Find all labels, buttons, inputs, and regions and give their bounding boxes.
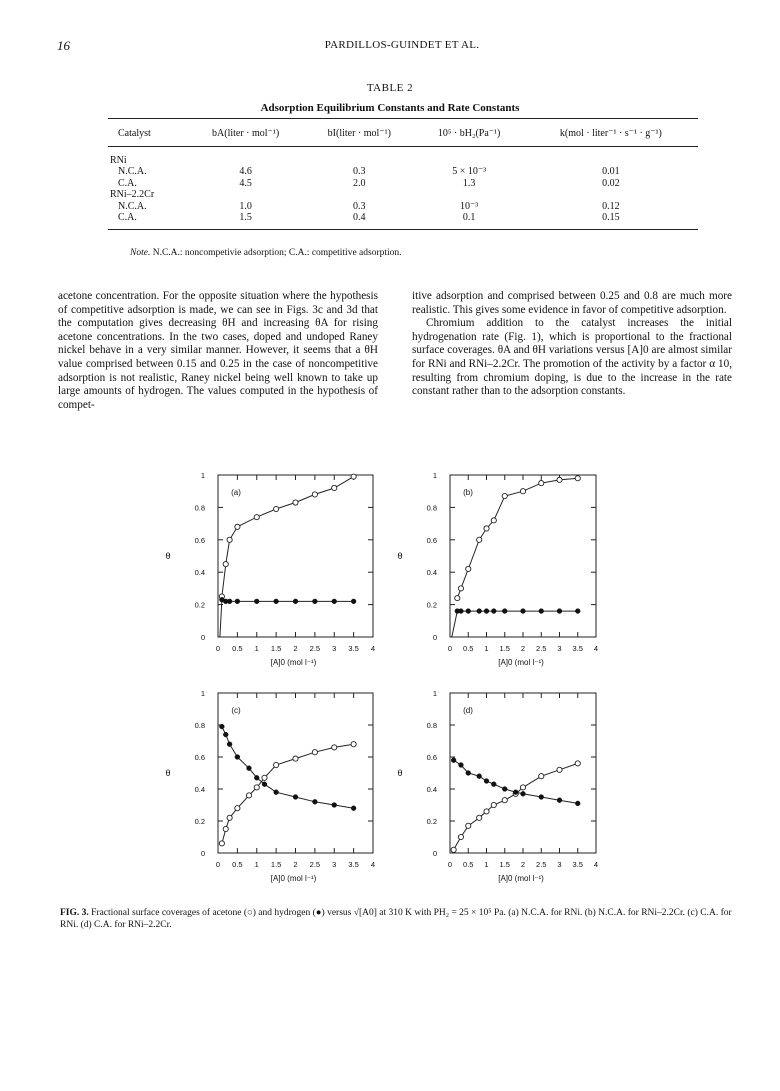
table-cell: 1.0	[239, 200, 252, 212]
data-point-acetone	[332, 485, 337, 490]
table-header-cell: k(mol · liter⁻¹ · s⁻¹ · g⁻¹)	[524, 119, 698, 147]
series-line	[454, 763, 578, 849]
x-tick-label: 3.5	[572, 644, 583, 653]
y-axis-label: θ	[165, 551, 171, 561]
panel-label: (a)	[231, 488, 241, 497]
data-point-hydrogen	[502, 787, 507, 792]
x-tick-label: 4	[370, 860, 376, 869]
series-line	[452, 611, 578, 637]
data-point-acetone	[458, 834, 463, 839]
data-point-hydrogen	[557, 609, 562, 614]
data-point-acetone	[235, 524, 240, 529]
data-point-hydrogen	[575, 801, 580, 806]
y-tick-label: 0.2	[194, 600, 205, 610]
data-point-hydrogen	[477, 609, 482, 614]
data-point-acetone	[477, 537, 482, 542]
data-point-acetone	[477, 815, 482, 820]
data-point-hydrogen	[332, 599, 337, 604]
data-point-acetone	[455, 596, 460, 601]
data-point-acetone	[223, 562, 228, 567]
y-tick-label: 1	[432, 689, 437, 698]
data-point-hydrogen	[451, 758, 456, 763]
data-point-acetone	[466, 566, 471, 571]
data-point-hydrogen	[466, 771, 471, 776]
y-tick-label: 0	[432, 633, 437, 642]
data-point-acetone	[219, 841, 224, 846]
table-cell: RNi–2.2Cr	[110, 189, 155, 201]
table-cell: C.A.	[108, 212, 187, 230]
y-tick-label: 0	[432, 849, 437, 858]
data-point-hydrogen	[293, 795, 298, 800]
y-tick-label: 0.8	[426, 503, 437, 513]
figure-caption-label: FIG. 3.	[60, 908, 89, 918]
data-point-acetone	[223, 826, 228, 831]
x-tick-label: 2.5	[536, 860, 547, 869]
x-axis-label: [A]0 (mol l⁻¹)	[498, 658, 544, 667]
plot-frame	[218, 475, 373, 637]
x-tick-label: 2	[293, 860, 298, 869]
data-point-acetone	[520, 489, 525, 494]
data-point-acetone	[332, 745, 337, 750]
data-point-acetone	[274, 762, 279, 767]
x-tick-label: 1	[254, 644, 259, 653]
x-tick-label: 1.5	[499, 860, 510, 869]
y-tick-label: 0	[200, 849, 205, 858]
table-header-cell: Catalyst	[108, 119, 187, 147]
table-cell: 2.0	[353, 177, 366, 189]
table-cell: 1.3	[462, 177, 476, 189]
table-cell: 4.6	[239, 166, 252, 178]
data-point-acetone	[458, 586, 463, 591]
data-point-hydrogen	[491, 609, 496, 614]
table-cell: 0.12	[602, 200, 620, 212]
series-line	[457, 478, 578, 598]
y-tick-label: 1	[432, 471, 437, 480]
x-tick-label: 4	[593, 644, 599, 653]
x-tick-label: 1.5	[270, 860, 282, 869]
y-tick-label: 1	[200, 471, 205, 480]
x-tick-label: 3	[332, 860, 337, 869]
panel-label: (c)	[231, 706, 241, 715]
data-point-acetone	[274, 506, 279, 511]
y-tick-label: 0.6	[426, 535, 437, 545]
data-point-acetone	[484, 809, 489, 814]
table-cell: 0.15	[524, 212, 698, 230]
data-point-hydrogen	[502, 609, 507, 614]
table-label: TABLE 2	[366, 82, 414, 94]
y-tick-label: 0.2	[426, 600, 437, 610]
data-point-acetone	[484, 526, 489, 531]
panel-label: (b)	[463, 488, 473, 497]
data-point-hydrogen	[466, 609, 471, 614]
x-tick-label: 4	[370, 644, 376, 653]
data-point-acetone	[293, 500, 298, 505]
series-line	[454, 760, 578, 803]
plot-frame	[218, 693, 373, 853]
page-number: 16	[57, 38, 70, 53]
data-point-acetone	[227, 815, 232, 820]
data-point-hydrogen	[513, 790, 518, 795]
data-point-hydrogen	[223, 732, 228, 737]
data-point-hydrogen	[557, 798, 562, 803]
series-line	[222, 744, 354, 843]
x-tick-label: 3.5	[348, 860, 359, 869]
data-point-hydrogen	[227, 599, 232, 604]
x-axis-label: [A]0 (mol l⁻¹)	[498, 874, 544, 883]
x-tick-label: 0	[447, 644, 453, 653]
x-tick-label: 2.5	[309, 860, 321, 869]
data-point-acetone	[227, 537, 232, 542]
x-tick-label: 2	[520, 644, 526, 653]
data-point-acetone	[491, 518, 496, 523]
data-point-acetone	[312, 750, 317, 755]
y-tick-label: 0.4	[426, 568, 437, 578]
table-header-cell: 10⁵ · bH₂(Pa⁻¹)	[415, 119, 524, 147]
table-cell: 1.5	[187, 212, 304, 230]
x-tick-label: 0.5	[232, 860, 243, 869]
data-point-acetone	[502, 798, 507, 803]
data-point-hydrogen	[247, 766, 252, 771]
table-cell: N.C.A.	[118, 166, 147, 178]
x-tick-label: 3.5	[572, 860, 583, 869]
y-tick-label: 0.6	[194, 753, 205, 762]
table-cell: 5 × 10⁻³	[452, 166, 487, 178]
x-tick-label: 0	[447, 860, 453, 869]
y-tick-label: 0.4	[194, 785, 205, 794]
x-tick-label: 0.5	[232, 644, 243, 653]
data-point-acetone	[575, 476, 580, 481]
table-cell: 0.3	[353, 166, 366, 178]
x-tick-label: 1	[484, 644, 489, 653]
table-cell: RNi	[110, 155, 127, 166]
data-point-acetone	[575, 761, 580, 766]
table-cell: 10⁻³	[460, 200, 479, 212]
data-point-hydrogen	[219, 724, 224, 729]
data-point-hydrogen	[274, 790, 279, 795]
series-line	[220, 600, 354, 637]
data-point-hydrogen	[351, 806, 356, 811]
data-point-hydrogen	[235, 599, 240, 604]
y-tick-label: 0.8	[194, 721, 205, 730]
x-tick-label: 3.5	[348, 644, 359, 653]
data-point-acetone	[235, 806, 240, 811]
data-point-hydrogen	[539, 609, 544, 614]
data-point-acetone	[312, 492, 317, 497]
data-point-hydrogen	[351, 599, 356, 604]
data-point-hydrogen	[274, 599, 279, 604]
table-caption: Adsorption Equilibrium Constants and Rate Constants	[260, 102, 520, 114]
x-tick-label: 0.5	[463, 860, 474, 869]
x-tick-label: 1	[254, 860, 259, 869]
x-tick-label: 1.5	[499, 644, 510, 653]
data-point-hydrogen	[254, 775, 259, 780]
x-tick-label: 0	[215, 644, 221, 653]
data-point-hydrogen	[254, 599, 259, 604]
data-point-hydrogen	[262, 782, 267, 787]
plot-frame	[450, 693, 596, 853]
data-point-hydrogen	[293, 599, 298, 604]
data-point-hydrogen	[235, 755, 240, 760]
y-tick-label: 0.8	[426, 721, 437, 730]
data-point-acetone	[539, 774, 544, 779]
data-point-acetone	[262, 775, 267, 780]
body-paragraph: acetone concentration. For the opposite situation where the hypothesis of competitive adsorption is made, we can see in Figs. 3c and 3d that the computation gives decreasing θH and increasing θA for rising acetone concentrations. In the two cases, doped and undoped Raney nickel behave in a very similar manner. However, it seems that a θH value comprised between 0.15 and 0.25 in the case of noncompetitive adsorption is not realistic, Raney nickel being well known to take up large amounts of hydrogen. The values computed in the hypothesis of compet-	[58, 290, 378, 411]
data-point-acetone	[491, 802, 496, 807]
y-tick-label: 0.4	[426, 785, 437, 794]
x-tick-label: 0	[215, 860, 221, 869]
data-point-acetone	[351, 742, 356, 747]
data-point-acetone	[246, 793, 251, 798]
data-point-hydrogen	[332, 803, 337, 808]
x-tick-label: 2.5	[309, 644, 321, 653]
data-point-acetone	[539, 481, 544, 486]
x-tick-label: 2	[293, 644, 298, 653]
y-tick-label: 0.6	[194, 535, 205, 545]
series-line	[222, 727, 354, 809]
y-tick-label: 0	[200, 633, 205, 642]
panel-label: (d)	[463, 706, 473, 715]
data-point-acetone	[254, 515, 259, 520]
data-point-hydrogen	[459, 609, 464, 614]
series-line	[222, 477, 354, 597]
y-axis-label: θ	[397, 551, 403, 561]
x-tick-label: 2.5	[536, 644, 547, 653]
y-tick-label: 0.2	[194, 817, 205, 826]
y-axis-label: θ	[397, 768, 403, 778]
table-cell: 4.5	[239, 177, 252, 189]
figure-caption	[60, 907, 750, 931]
data-point-acetone	[520, 785, 525, 790]
x-axis-label: [A]0 (mol l⁻¹)	[270, 874, 317, 883]
x-tick-label: 0.5	[463, 644, 474, 653]
table-header-cell: bA(liter · mol⁻¹)	[187, 119, 304, 147]
data-point-hydrogen	[484, 779, 489, 784]
data-point-hydrogen	[521, 609, 526, 614]
x-tick-label: 1.5	[270, 644, 282, 653]
x-tick-label: 4	[593, 860, 599, 869]
table-note-label: Note.	[130, 248, 151, 258]
data-point-acetone	[351, 474, 356, 479]
data-point-hydrogen	[227, 742, 232, 747]
y-tick-label: 0.8	[194, 503, 205, 513]
x-tick-label: 3	[557, 644, 562, 653]
x-tick-label: 3	[332, 644, 337, 653]
table-cell: 0.02	[602, 177, 620, 189]
x-axis-label: [A]0 (mol l⁻¹)	[270, 658, 317, 667]
y-tick-label: 0.6	[426, 753, 437, 762]
data-point-acetone	[502, 493, 507, 498]
body-paragraph: Chromium addition to the catalyst increases the initial hydrogenation rate (Fig. 1), which is proportional to the fractional surface coverages. θA and θH variations versus [A]0 are almost similar for RNi and RNi–2.2Cr. The promotion of the activity by a factor α 10, resulting from chromium doping, is due to the increase in the rate constant rather than to the adsorption constants.	[412, 317, 732, 398]
y-tick-label: 1	[200, 689, 205, 698]
figure-caption-text: Fractional surface coverages of acetone (○) and hydrogen (●) versus √[A0] at 310 K with PH₂ = 25 × 10⁵ Pa. (a) N.C.A. for RNi. (b) N.C.A. for RNi–2.2Cr. (c) C.A. for RNi. (d) C.A. for RNi–2.2Cr.	[60, 908, 732, 930]
table-note-text: N.C.A.: noncompetivie adsorption; C.A.: competitive adsorption.	[150, 248, 402, 258]
data-point-acetone	[557, 477, 562, 482]
table-cell: 0.1	[415, 212, 524, 230]
body-paragraph: itive adsorption and comprised between 0.25 and 0.8 are much more realistic. This gives some evidence in favor of competitive adsorption.	[412, 290, 732, 316]
data-point-hydrogen	[459, 763, 464, 768]
data-point-hydrogen	[477, 774, 482, 779]
table-header-cell: bI(liter · mol⁻¹)	[304, 119, 415, 147]
x-tick-label: 3	[557, 860, 562, 869]
data-point-hydrogen	[491, 782, 496, 787]
running-head: PARDILLOS-GUINDET ET AL.	[324, 39, 480, 51]
x-tick-label: 2	[520, 860, 526, 869]
data-point-hydrogen	[484, 609, 489, 614]
x-tick-label: 1	[484, 860, 489, 869]
table-cell: 0.01	[602, 166, 620, 178]
y-tick-label: 0.2	[426, 817, 437, 826]
table-cell: C.A.	[118, 177, 137, 189]
table-cell: N.C.A.	[118, 200, 147, 212]
table-cell: 0.3	[353, 200, 366, 212]
data-point-acetone	[451, 847, 456, 852]
data-point-acetone	[466, 823, 471, 828]
data-point-hydrogen	[312, 799, 317, 804]
y-axis-label: θ	[165, 768, 171, 778]
data-point-hydrogen	[575, 609, 580, 614]
table-cell: 0.4	[304, 212, 415, 230]
data-point-acetone	[293, 756, 298, 761]
data-point-acetone	[557, 767, 562, 772]
data-point-hydrogen	[312, 599, 317, 604]
y-tick-label: 0.4	[194, 568, 205, 578]
data-point-hydrogen	[521, 791, 526, 796]
data-point-hydrogen	[539, 795, 544, 800]
data-point-acetone	[254, 785, 259, 790]
